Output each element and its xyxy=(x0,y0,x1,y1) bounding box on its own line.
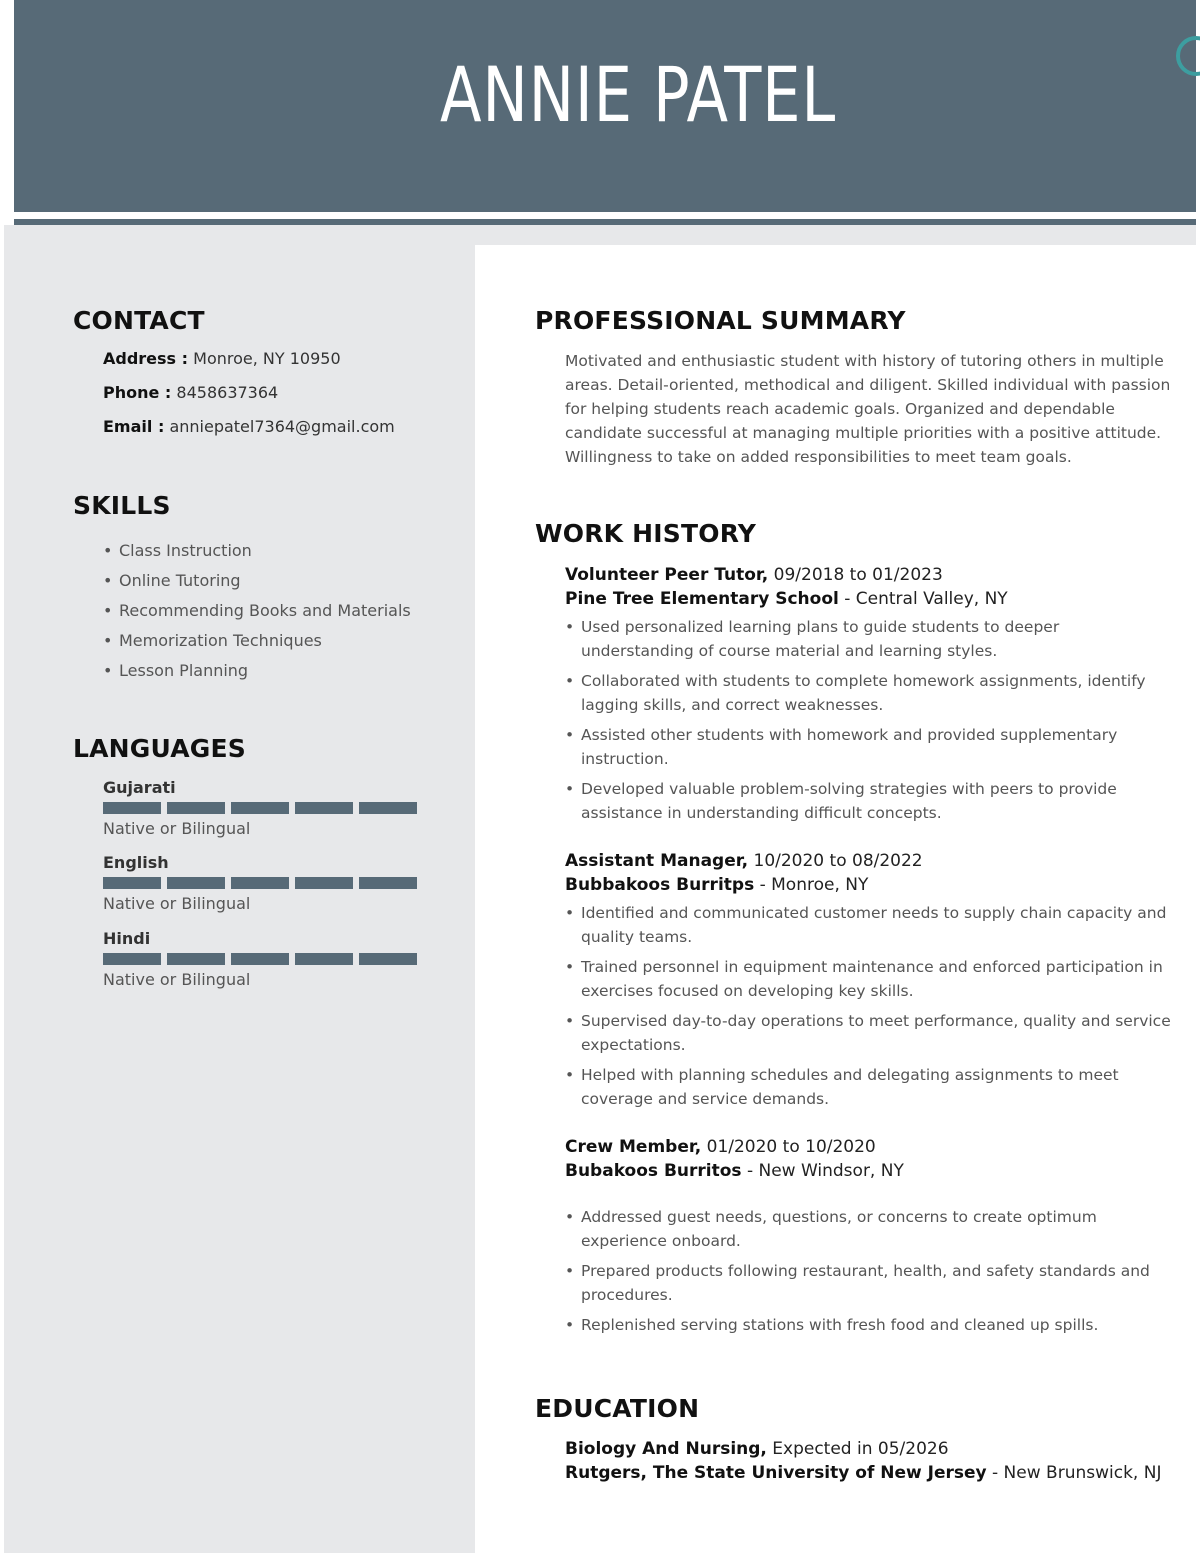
job-bullet: • Identified and communicated customer needs to supply chain capacity and quality teams. xyxy=(565,901,1175,949)
job-title: Volunteer Peer Tutor, xyxy=(565,565,769,585)
languages-heading: LANGUAGES xyxy=(73,734,247,763)
job-title-line xyxy=(565,563,1175,587)
skills-heading: SKILLS xyxy=(73,491,171,520)
summary-text: Motivated and enthusiastic student with history of tutoring others in multiple areas. Detail-oriented, methodical and diligent. Skilled individual with passion for helping students reach academic goals. Organized and dependable candidate successful at managing multiple priorities with a positive attitude. Willingness to take on added responsibilities to meet team goals. xyxy=(565,352,1171,466)
email-value: anniepatel7364@gmail.com xyxy=(169,417,395,436)
education-entry xyxy=(565,1437,1175,1485)
job-bullet: • Assisted other students with homework and provided supplementary instruction. xyxy=(565,723,1175,771)
rating-segment xyxy=(295,953,353,965)
job-location: - Monroe, NY xyxy=(759,875,869,895)
language-name: English xyxy=(103,853,169,872)
rating-segment xyxy=(167,953,225,965)
skill-item: • Online Tutoring xyxy=(103,570,411,600)
job-dates: 01/2020 to 10/2020 xyxy=(706,1137,876,1157)
language-entry xyxy=(103,853,423,914)
education-degree: Biology And Nursing, xyxy=(565,1439,767,1459)
job-bullet: • Collaborated with students to complete homework assignments, identify lagging skills, and correct weaknesses. xyxy=(565,669,1175,717)
work-history-heading: WORK HISTORY xyxy=(535,519,757,548)
job-company-line xyxy=(565,873,1175,897)
job-location: - Central Valley, NY xyxy=(844,589,1008,609)
language-rating-bar xyxy=(103,802,423,814)
rating-segment xyxy=(295,802,353,814)
job-company: Bubakoos Burritos xyxy=(565,1161,742,1181)
job-title-line xyxy=(565,849,1175,873)
contact-heading: CONTACT xyxy=(73,306,205,335)
language-rating-bar xyxy=(103,953,423,965)
job-entry xyxy=(565,849,1175,1117)
education-school-line xyxy=(565,1461,1175,1485)
job-dates: 10/2020 to 08/2022 xyxy=(753,851,923,871)
job-bullets xyxy=(565,615,1175,825)
education-degree-line xyxy=(565,1437,1175,1461)
education-date: Expected in 05/2026 xyxy=(772,1439,949,1459)
job-company-line xyxy=(565,587,1175,611)
language-level: Native or Bilingual xyxy=(103,970,251,989)
summary-heading: PROFESSIONAL SUMMARY xyxy=(535,306,906,335)
rating-segment xyxy=(231,802,289,814)
main-top-band xyxy=(475,225,1196,245)
skill-item: • Lesson Planning xyxy=(103,660,411,690)
rating-segment xyxy=(103,877,161,889)
skills-list xyxy=(103,540,411,690)
job-bullet: • Prepared products following restaurant, health, and safety standards and procedures. xyxy=(565,1259,1175,1307)
language-name: Hindi xyxy=(103,929,151,948)
job-company: Pine Tree Elementary School xyxy=(565,589,839,609)
rating-segment xyxy=(359,953,417,965)
job-entry xyxy=(565,1135,1175,1343)
language-entry xyxy=(103,778,423,839)
skill-item: • Recommending Books and Materials xyxy=(103,600,411,630)
language-level: Native or Bilingual xyxy=(103,819,251,838)
rating-segment xyxy=(295,877,353,889)
job-bullet: • Addressed guest needs, questions, or concerns to create optimum experience onboard. xyxy=(565,1205,1175,1253)
education-school: Rutgers, The State University of New Jersey xyxy=(565,1463,987,1483)
job-bullet: • Developed valuable problem-solving strategies with peers to provide assistance in understanding difficult concepts. xyxy=(565,777,1175,825)
contact-address xyxy=(103,349,341,368)
contact-phone xyxy=(103,383,278,402)
contact-email xyxy=(103,417,395,436)
phone-value: 8458637364 xyxy=(176,383,279,402)
job-company-line xyxy=(565,1159,1175,1183)
job-title: Assistant Manager, xyxy=(565,851,749,871)
email-label: Email : xyxy=(103,417,165,436)
language-name: Gujarati xyxy=(103,778,176,797)
rating-segment xyxy=(167,802,225,814)
address-value: Monroe, NY 10950 xyxy=(193,349,341,368)
job-title: Crew Member, xyxy=(565,1137,702,1157)
candidate-name: ANNIE PATEL xyxy=(439,50,837,139)
rating-segment xyxy=(103,802,161,814)
rating-segment xyxy=(359,877,417,889)
job-title-line xyxy=(565,1135,1175,1159)
language-rating-bar xyxy=(103,877,423,889)
job-bullet: • Trained personnel in equipment maintenance and enforced participation in exercises focused on developing key skills. xyxy=(565,955,1175,1003)
education-heading: EDUCATION xyxy=(535,1394,700,1423)
phone-label: Phone : xyxy=(103,383,172,402)
job-bullet: • Used personalized learning plans to guide students to deeper understanding of course material and learning styles. xyxy=(565,615,1175,663)
job-bullets xyxy=(565,901,1175,1111)
rating-segment xyxy=(167,877,225,889)
skill-item: • Class Instruction xyxy=(103,540,411,570)
education-location: - New Brunswick, NJ xyxy=(992,1463,1162,1483)
rating-segment xyxy=(359,802,417,814)
job-bullet: • Helped with planning schedules and delegating assignments to meet coverage and service demands. xyxy=(565,1063,1175,1111)
rating-segment xyxy=(103,953,161,965)
language-level: Native or Bilingual xyxy=(103,894,251,913)
job-bullets xyxy=(565,1205,1175,1337)
job-bullet: • Replenished serving stations with fresh food and cleaned up spills. xyxy=(565,1313,1175,1337)
job-location: - New Windsor, NY xyxy=(746,1161,904,1181)
address-label: Address : xyxy=(103,349,189,368)
rating-segment xyxy=(231,877,289,889)
job-entry xyxy=(565,563,1175,831)
skill-item: • Memorization Techniques xyxy=(103,630,411,660)
language-entry xyxy=(103,929,423,990)
job-bullet: • Supervised day-to-day operations to meet performance, quality and service expectations. xyxy=(565,1009,1175,1057)
job-company: Bubbakoos Burritps xyxy=(565,875,755,895)
job-dates: 09/2018 to 01/2023 xyxy=(773,565,943,585)
rating-segment xyxy=(231,953,289,965)
